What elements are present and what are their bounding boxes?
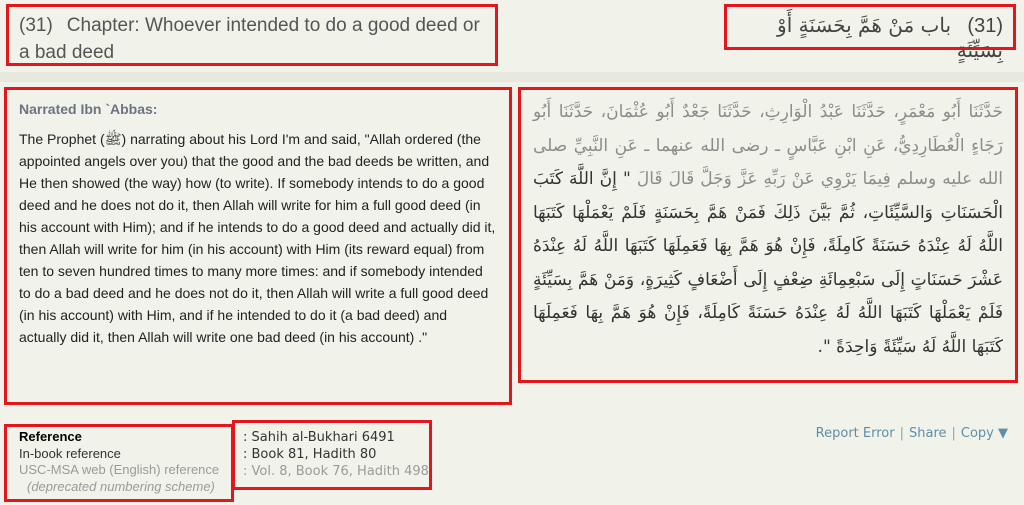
hadith-english — [4, 87, 512, 405]
chapter-title-arabic — [724, 4, 1016, 62]
reference-labels — [4, 424, 234, 502]
hadith-arabic-matn: " إِنَّ اللَّهَ كَتَبَ الْحَسَنَاتِ وَالسَّيِّئَاتِ، ثُمَّ بَيَّنَ ذَلِكَ فَمَنْ هَمَّ بِحَسَنَةٍ فَلَمْ يَعْمَلْهَا كَتَبَهَا اللَّهُ لَهُ عِنْدَهُ حَسَنَةً كَامِلَةً، فَإِنْ هُوَ هَمَّ بِهَا فَعَمِلَهَا كَتَبَهَا اللَّهُ لَهُ عِنْدَهُ عَشْرَ حَسَنَاتٍ إِلَى سَبْعِمِائَةِ ضِعْفٍ إِلَى أَضْعَافٍ كَثِيرَةٍ، وَمَنْ هَمَّ بِسَيِّئَةٍ فَلَمْ يَعْمَلْهَا كَتَبَهَا اللَّهُ لَهُ عِنْدَهُ حَسَنَةً كَامِلَةً، فَإِنْ هُوَ هَمَّ بِهَا فَعَمِلَهَا كَتَبَهَا اللَّهُ لَهُ سَيِّئَةً وَاحِدَةً ". — [533, 169, 1003, 357]
hadith-english-text: The Prophet (ﷺ) narrating about his Lord I'm and said, "Allah ordered (the appointed angels over you) that the good and the bad deeds be written, and He then showed (the way) how (to write). If somebody intends to do a good deed and he does not do it, then Allah will write for him a full good deed (in his account with Him); and if he intends to do a good deed and actually did it, then Allah will write for him (in his account) with Him (its reward equal) from ten to seven hundred times to many more times: and if somebody intended to do a bad deed and he does not do it, then Allah will write a full good deed (in his account) with Him, and if he intended to do it (a bad deed) and actually did it, then Allah will write one bad deed (in his account) ." — [19, 131, 496, 345]
usc-reference-label: USC-MSA web (English) reference — [19, 462, 220, 477]
deprecated-note: (deprecated numbering scheme) — [27, 478, 215, 494]
copy-dropdown[interactable]: Copy ▼ — [960, 426, 1008, 441]
inbook-reference-value: : Book 81, Hadith 80 — [243, 447, 377, 462]
chapter-number-ar: (31) — [967, 15, 1003, 37]
hadith-actions — [816, 426, 1008, 441]
reference-value: : Sahih al-Bukhari 6491 — [243, 430, 395, 445]
narrator: Narrated Ibn `Abbas: — [19, 101, 158, 117]
report-error-link[interactable]: Report Error — [815, 426, 895, 441]
chapter-title-en-text: Chapter: Whoever intended to do a good deed or a bad deed — [19, 15, 480, 63]
reference-values — [232, 420, 432, 490]
hadith-arabic-sanad: حَدَّثَنَا أَبُو مَعْمَرٍ، حَدَّثَنَا عَبْدُ الْوَارِثِ، حَدَّثَنَا جَعْدٌ أَبُو عُثْمَانَ، حَدَّثَنَا أَبُو رَجَاءٍ الْعُطَارِدِيُّ، عَنِ ابْنِ عَبَّاسٍ ـ رضى الله عنهما ـ عَنِ النَّبِيِّ صلى الله عليه وسلم فِيمَا يَرْوِي عَنْ رَبِّهِ عَزَّ وَجَلَّ قَالَ قَالَ — [533, 102, 1003, 189]
share-link[interactable]: Share — [908, 426, 947, 441]
chapter-title-english — [6, 4, 498, 66]
reference-title: Reference — [19, 429, 82, 444]
chapter-number: (31) — [19, 15, 53, 36]
inbook-reference-label: In-book reference — [19, 445, 121, 461]
separator: | — [951, 426, 956, 441]
usc-reference-value: : Vol. 8, Book 76, Hadith 498 — [243, 464, 429, 479]
chapter-title-ar-text: باب مَنْ هَمَّ بِحَسَنَةٍ أَوْ بِسَيِّئَةٍ — [777, 13, 1003, 62]
hadith-arabic — [518, 87, 1018, 383]
separator: | — [899, 426, 904, 441]
section-divider — [0, 72, 1024, 82]
